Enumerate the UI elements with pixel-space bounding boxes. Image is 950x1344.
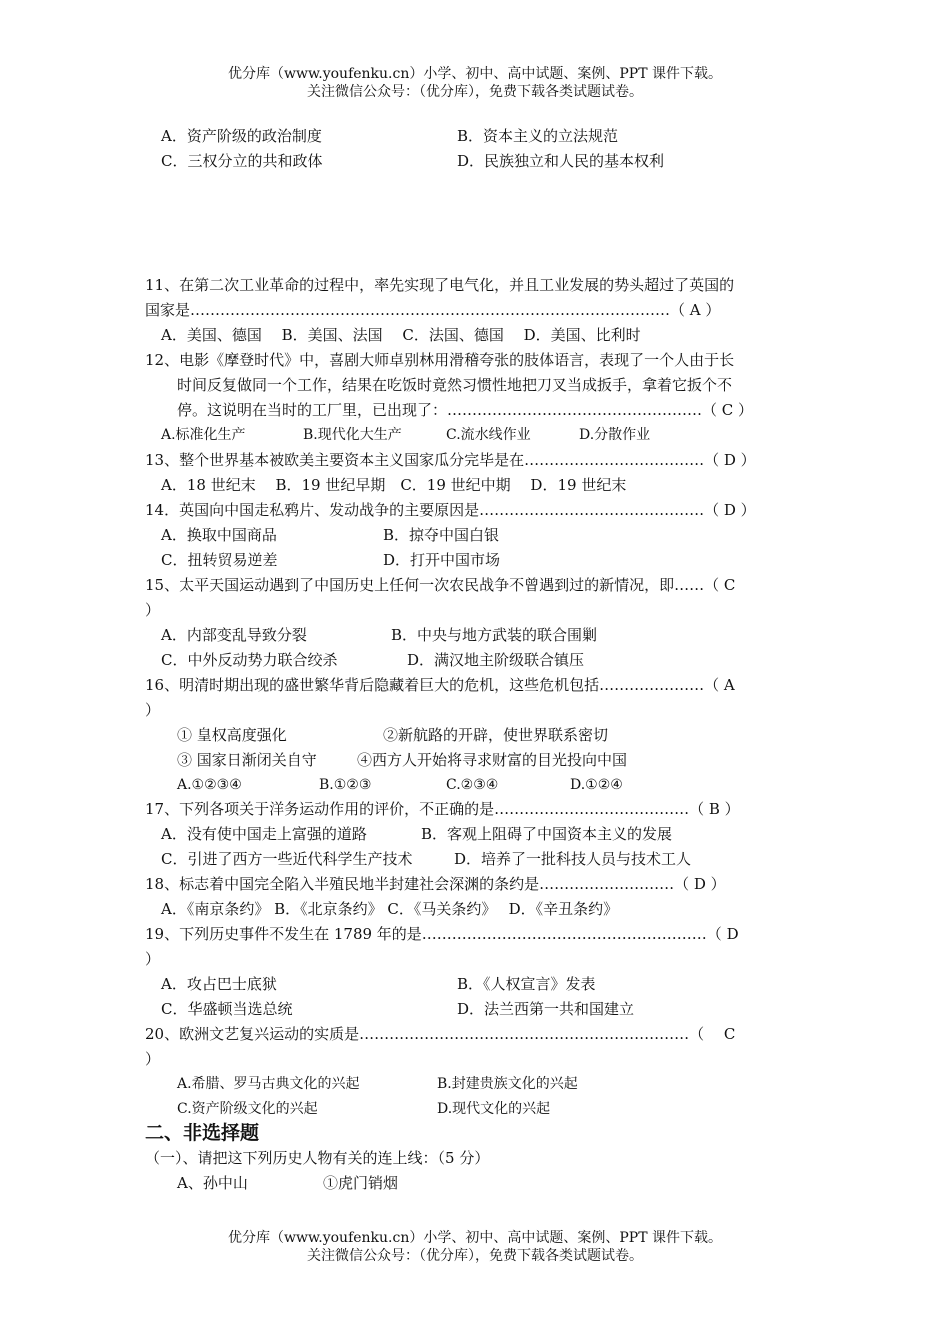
q16-item-4: ④西方人开始将寻求财富的目光投向中国: [357, 751, 628, 769]
q12-stem-line1: 12、电影《摩登时代》中，喜剧大师卓别林用滑稽夸张的肢体语言，表现了一个人由于长: [145, 351, 735, 369]
section2-subheading: （一）、请把这下列历史人物有关的连上线：（5 分）: [145, 1149, 490, 1167]
q10-option-a: A．资产阶级的政治制度: [161, 127, 322, 145]
q14-stem: 14．英国向中国走私鸦片、发动战争的主要原因是………………………………………（ D ）: [145, 501, 756, 519]
page-footer-line1: 优分库（www.youfenku.cn）小学、初中、高中试题、案例、PPT 课件下载。: [227, 1230, 722, 1246]
q15-option-c: C．中外反动势力联合绞杀: [161, 651, 338, 669]
q10-option-b: B．资本主义的立法规范: [457, 127, 619, 145]
q19-option-a: A．攻占巴士底狱: [161, 975, 277, 993]
section-title: 二、非选择题: [145, 1122, 260, 1144]
q20-option-a: A.希腊、罗马古典文化的兴起: [177, 1076, 360, 1092]
q11-stem-line2: 国家是……………………………………………………………………………………（ A ）: [145, 301, 721, 319]
section2-row-a: A、孙中山: [177, 1174, 248, 1192]
q17-stem: 17、下列各项关于洋务运动作用的评价，不正确的是…………………………………（ B ）: [145, 800, 740, 818]
q19-stem-line1: 19、下列历史事件不发生在 1789 年的是…………………………………………………（ D: [145, 925, 739, 943]
q12-option-d: D.分散作业: [579, 427, 651, 443]
q19-option-b: B．《人权宣言》发表: [457, 975, 596, 993]
q14-option-a: A．换取中国商品: [161, 526, 277, 544]
q16-item-1: ① 皇权高度强化: [177, 726, 287, 744]
q12-option-c: C.流水线作业: [446, 427, 531, 443]
q19-stem-line2: ）: [145, 950, 161, 968]
q16-option-a: A.①②③④: [177, 777, 242, 793]
section2-row-a-match: ①虎门销烟: [323, 1174, 399, 1192]
q18-options: A．《南京条约》 B．《北京条约》 C．《马关条约》 D．《辛丑条约》: [161, 900, 619, 918]
q20-option-d: D.现代文化的兴起: [437, 1101, 551, 1117]
q12-option-b: B.现代化大生产: [303, 427, 402, 443]
q15-stem-line2: ）: [145, 601, 161, 619]
q14-option-b: B．掠夺中国白银: [383, 526, 500, 544]
q19-option-c: C．华盛顿当选总统: [161, 1000, 293, 1018]
q15-option-b: B．中央与地方武装的联合围剿: [391, 626, 598, 644]
page-header-line2: 关注微信公众号：（优分库），免费下载各类试题试卷。: [307, 84, 643, 100]
q10-option-c: C．三权分立的共和政体: [161, 152, 323, 170]
page-header-line1: 优分库（www.youfenku.cn）小学、初中、高中试题、案例、PPT 课件下载。: [227, 66, 722, 82]
q10-option-d: D．民族独立和人民的基本权利: [457, 152, 665, 170]
q20-option-b: B.封建贵族文化的兴起: [437, 1076, 578, 1092]
q15-option-d: D．满汉地主阶级联合镇压: [407, 651, 585, 669]
q14-option-c: C．扭转贸易逆差: [161, 551, 278, 569]
q17-option-c: C．引进了西方一些近代科学生产技术: [161, 850, 413, 868]
q11-stem-line1: 11、在第二次工业革命的过程中，率先实现了电气化，并且工业发展的势头超过了英国的: [145, 276, 735, 294]
q20-stem-line1: 20、欧洲文艺复兴运动的实质是…………………………………………………………（ C: [145, 1025, 736, 1043]
q16-option-d: D.①②④: [570, 777, 623, 793]
page-footer-line2: 关注微信公众号：（优分库），免费下载各类试题试卷。: [307, 1248, 643, 1264]
q11-options: A．美国、德国 B．美国、法国 C．法国、德国 D．美国、比利时: [161, 326, 641, 344]
q20-stem-line2: ）: [145, 1050, 161, 1068]
q16-item-3: ③ 国家日渐闭关自守: [177, 751, 317, 769]
q16-stem-line2: ）: [145, 701, 161, 719]
q19-option-d: D．法兰西第一共和国建立: [457, 1000, 635, 1018]
q15-option-a: A．内部变乱导致分裂: [161, 626, 307, 644]
q18-stem: 18、标志着中国完全陷入半殖民地半封建社会深渊的条约是………………………（ D ）: [145, 875, 726, 893]
q15-stem-line1: 15、太平天国运动遇到了中国历史上任何一次农民战争不曾遇到过的新情况，即……（ C: [145, 576, 736, 594]
q12-option-a: A.标准化生产: [161, 427, 246, 443]
q16-option-b: B.①②③: [319, 777, 372, 793]
q12-stem-line2: 时间反复做同一个工作，结果在吃饭时竟然习惯性地把刀叉当成扳手，拿着它扳个不: [177, 376, 733, 394]
q16-option-c: C.②③④: [446, 777, 499, 793]
q17-option-b: B．客观上阻碍了中国资本主义的发展: [421, 825, 673, 843]
q20-option-c: C.资产阶级文化的兴起: [177, 1101, 318, 1117]
q13-options: A．18 世纪末 B．19 世纪早期 C．19 世纪中期 D．19 世纪末: [161, 476, 627, 494]
q17-option-a: A．没有使中国走上富强的道路: [161, 825, 367, 843]
q17-option-d: D．培养了一批科技人员与技术工人: [454, 850, 692, 868]
q14-option-d: D．打开中国市场: [383, 551, 501, 569]
q16-item-2: ②新航路的开辟，使世界联系密切: [383, 726, 609, 744]
q12-stem-line3: 停。这说明在当时的工厂里，已出现了：……………………………………………（ C ）: [177, 401, 754, 419]
q13-stem: 13、整个世界基本被欧美主要资本主义国家瓜分完毕是在………………………………（ D ）: [145, 451, 756, 469]
q16-stem-line1: 16、明清时期出现的盛世繁华背后隐藏着巨大的危机，这些危机包括…………………（ A: [145, 676, 735, 694]
